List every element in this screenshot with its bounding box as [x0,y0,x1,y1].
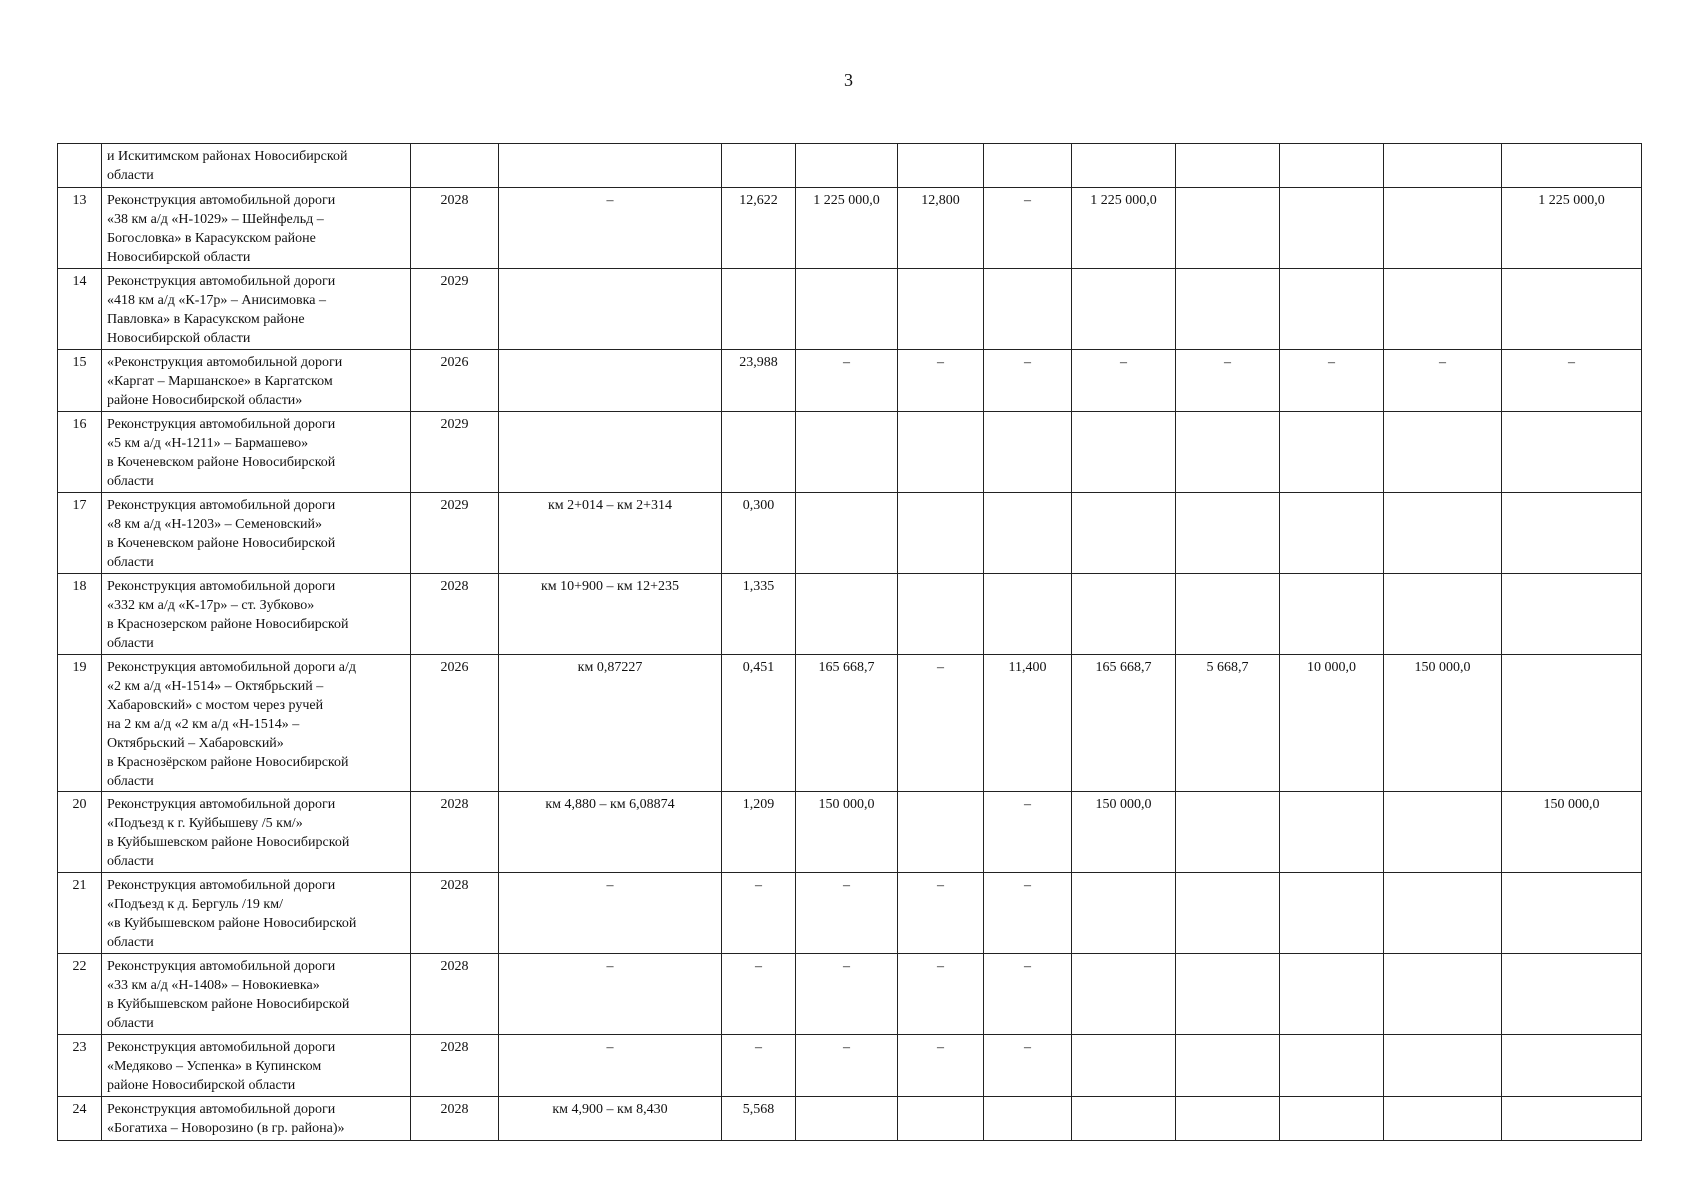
road-name: Реконструкция автомобильной дороги «5 км а/д «Н-1211» – Бармашево» в Коченевском районе Новосибирской области [102,412,411,493]
value-col-9 [1072,873,1176,954]
value-col-12 [1384,269,1502,350]
value-col-12 [1384,493,1502,574]
value-col-11 [1280,188,1384,269]
value-col-12 [1384,574,1502,655]
year-cell: 2029 [411,412,499,493]
length-cell: – [722,954,796,1035]
table-row [58,1097,1642,1141]
value-col-8 [984,144,1072,188]
value-col-9: 150 000,0 [1072,792,1176,873]
km-range-cell: км 4,900 – км 8,430 [499,1097,722,1141]
length-cell [722,144,796,188]
value-col-7: – [898,873,984,954]
value-col-12 [1384,412,1502,493]
value-col-13: 1 225 000,0 [1502,188,1642,269]
cost-total-cell [796,269,898,350]
km-range-cell: км 4,880 – км 6,08874 [499,792,722,873]
value-col-11 [1280,1097,1384,1141]
km-range-cell: – [499,954,722,1035]
km-range-cell: – [499,188,722,269]
value-col-10 [1176,1035,1280,1097]
value-col-10 [1176,574,1280,655]
value-col-9 [1072,1097,1176,1141]
table-row [58,144,1642,188]
value-col-7: – [898,1035,984,1097]
cost-total-cell [796,412,898,493]
page-number: 3 [844,70,853,90]
value-col-12 [1384,792,1502,873]
value-col-11: – [1280,350,1384,412]
value-col-7 [898,144,984,188]
value-col-7: – [898,655,984,792]
table-row [58,655,1642,792]
cost-total-cell [796,1097,898,1141]
length-cell: 0,451 [722,655,796,792]
year-cell: 2028 [411,792,499,873]
value-col-12 [1384,954,1502,1035]
road-name: Реконструкция автомобильной дороги «Подъезд к г. Куйбышеву /5 км/» в Куйбышевском районе Новосибирской области [102,792,411,873]
value-col-7 [898,1097,984,1141]
length-cell [722,412,796,493]
value-col-10 [1176,493,1280,574]
value-col-8: – [984,188,1072,269]
value-col-8: – [984,873,1072,954]
km-range-cell: – [499,1035,722,1097]
value-col-13: 150 000,0 [1502,792,1642,873]
year-cell: 2029 [411,269,499,350]
value-col-10 [1176,954,1280,1035]
value-col-7: – [898,954,984,1035]
cost-total-cell [796,493,898,574]
table-row [58,792,1642,873]
road-name: Реконструкция автомобильной дороги «33 км а/д «Н-1408» – Новокиевка» в Куйбышевском районе Новосибирской области [102,954,411,1035]
value-col-12 [1384,144,1502,188]
value-col-9: 1 225 000,0 [1072,188,1176,269]
value-col-11 [1280,1035,1384,1097]
value-col-9 [1072,493,1176,574]
value-col-9: – [1072,350,1176,412]
row-number: 18 [58,574,102,655]
value-col-13: – [1502,350,1642,412]
cost-total-cell: – [796,350,898,412]
value-col-7 [898,269,984,350]
length-cell [722,269,796,350]
row-number: 15 [58,350,102,412]
year-cell: 2028 [411,954,499,1035]
value-col-10: 5 668,7 [1176,655,1280,792]
value-col-7 [898,792,984,873]
value-col-9 [1072,954,1176,1035]
value-col-8 [984,412,1072,493]
year-cell: 2028 [411,188,499,269]
row-number: 20 [58,792,102,873]
value-col-8 [984,493,1072,574]
km-range-cell: км 10+900 – км 12+235 [499,574,722,655]
roads-table [57,143,1642,1141]
value-col-10 [1176,1097,1280,1141]
value-col-8 [984,574,1072,655]
km-range-cell [499,144,722,188]
value-col-11: 10 000,0 [1280,655,1384,792]
cost-total-cell: – [796,873,898,954]
value-col-7: – [898,350,984,412]
value-col-13 [1502,954,1642,1035]
row-number: 17 [58,493,102,574]
road-name: Реконструкция автомобильной дороги «Медяково – Успенка» в Купинском районе Новосибирской области [102,1035,411,1097]
length-cell: 1,335 [722,574,796,655]
table-body [58,144,1642,1141]
year-cell: 2026 [411,350,499,412]
value-col-8: – [984,1035,1072,1097]
value-col-10 [1176,144,1280,188]
value-col-8: – [984,792,1072,873]
table-row [58,269,1642,350]
value-col-12 [1384,1097,1502,1141]
road-name: Реконструкция автомобильной дороги «Богатиха – Новорозино (в гр. района)» [102,1097,411,1141]
year-cell: 2028 [411,574,499,655]
value-col-10 [1176,873,1280,954]
cost-total-cell: 1 225 000,0 [796,188,898,269]
row-number: 22 [58,954,102,1035]
value-col-10 [1176,188,1280,269]
cost-total-cell: 165 668,7 [796,655,898,792]
value-col-13 [1502,412,1642,493]
row-number: 23 [58,1035,102,1097]
value-col-13 [1502,1097,1642,1141]
table-row [58,350,1642,412]
value-col-11 [1280,873,1384,954]
length-cell: – [722,873,796,954]
year-cell [411,144,499,188]
value-col-9 [1072,1035,1176,1097]
value-col-12 [1384,188,1502,269]
km-range-cell: – [499,873,722,954]
value-col-13 [1502,655,1642,792]
length-cell: 0,300 [722,493,796,574]
table-row [58,188,1642,269]
table-row [58,954,1642,1035]
length-cell: 12,622 [722,188,796,269]
value-col-7 [898,412,984,493]
value-col-9 [1072,144,1176,188]
table-row [58,873,1642,954]
value-col-9 [1072,412,1176,493]
cost-total-cell [796,144,898,188]
row-number: 14 [58,269,102,350]
km-range-cell [499,269,722,350]
value-col-11 [1280,574,1384,655]
value-col-13 [1502,269,1642,350]
value-col-10 [1176,412,1280,493]
length-cell: 1,209 [722,792,796,873]
table-row [58,574,1642,655]
value-col-11 [1280,954,1384,1035]
value-col-8: – [984,954,1072,1035]
row-number: 21 [58,873,102,954]
road-name: Реконструкция автомобильной дороги «Подъезд к д. Бергуль /19 км/ «в Куйбышевском районе Новосибирской области [102,873,411,954]
length-cell: 5,568 [722,1097,796,1141]
value-col-11 [1280,792,1384,873]
cost-total-cell: – [796,954,898,1035]
year-cell: 2029 [411,493,499,574]
row-number: 16 [58,412,102,493]
value-col-10 [1176,792,1280,873]
value-col-11 [1280,269,1384,350]
cost-total-cell [796,574,898,655]
value-col-13 [1502,493,1642,574]
value-col-13 [1502,873,1642,954]
length-cell: – [722,1035,796,1097]
value-col-13 [1502,144,1642,188]
value-col-9 [1072,574,1176,655]
row-number: 24 [58,1097,102,1141]
km-range-cell [499,350,722,412]
value-col-11 [1280,412,1384,493]
length-cell: 23,988 [722,350,796,412]
value-col-10: – [1176,350,1280,412]
value-col-9 [1072,269,1176,350]
value-col-8 [984,1097,1072,1141]
road-name: и Искитимском районах Новосибирской области [102,144,411,188]
value-col-8: 11,400 [984,655,1072,792]
road-name: «Реконструкция автомобильной дороги «Каргат – Маршанское» в Каргатском районе Новосибирской области» [102,350,411,412]
road-name: Реконструкция автомобильной дороги «8 км а/д «Н-1203» – Семеновский» в Коченевском районе Новосибирской области [102,493,411,574]
row-number [58,144,102,188]
cost-total-cell: 150 000,0 [796,792,898,873]
value-col-11 [1280,493,1384,574]
value-col-9: 165 668,7 [1072,655,1176,792]
value-col-13 [1502,1035,1642,1097]
value-col-7 [898,574,984,655]
road-name: Реконструкция автомобильной дороги «38 км а/д «Н-1029» – Шейнфельд – Богословка» в Карасукском районе Новосибирской области [102,188,411,269]
km-range-cell: км 2+014 – км 2+314 [499,493,722,574]
year-cell: 2028 [411,873,499,954]
road-name: Реконструкция автомобильной дороги а/д «2 км а/д «Н-1514» – Октябрьский – Хабаровский» с мостом через ручей на 2 км а/д «2 км а/д «Н-1514» – Октябрьский – Хабаровский» в Краснозёрском районе Новосибирской области [102,655,411,792]
table-row [58,1035,1642,1097]
value-col-12: 150 000,0 [1384,655,1502,792]
value-col-13 [1502,574,1642,655]
cost-total-cell: – [796,1035,898,1097]
value-col-12 [1384,1035,1502,1097]
value-col-8: – [984,350,1072,412]
road-name: Реконструкция автомобильной дороги «418 км а/д «К-17р» – Анисимовка – Павловка» в Карасукском районе Новосибирской области [102,269,411,350]
row-number: 19 [58,655,102,792]
value-col-7 [898,493,984,574]
row-number: 13 [58,188,102,269]
value-col-7: 12,800 [898,188,984,269]
table-row [58,493,1642,574]
table-row [58,412,1642,493]
road-name: Реконструкция автомобильной дороги «332 км а/д «К-17р» – ст. Зубково» в Краснозерском районе Новосибирской области [102,574,411,655]
km-range-cell [499,412,722,493]
km-range-cell: км 0,87227 [499,655,722,792]
value-col-12: – [1384,350,1502,412]
year-cell: 2028 [411,1035,499,1097]
year-cell: 2026 [411,655,499,792]
value-col-11 [1280,144,1384,188]
value-col-8 [984,269,1072,350]
value-col-12 [1384,873,1502,954]
value-col-10 [1176,269,1280,350]
year-cell: 2028 [411,1097,499,1141]
